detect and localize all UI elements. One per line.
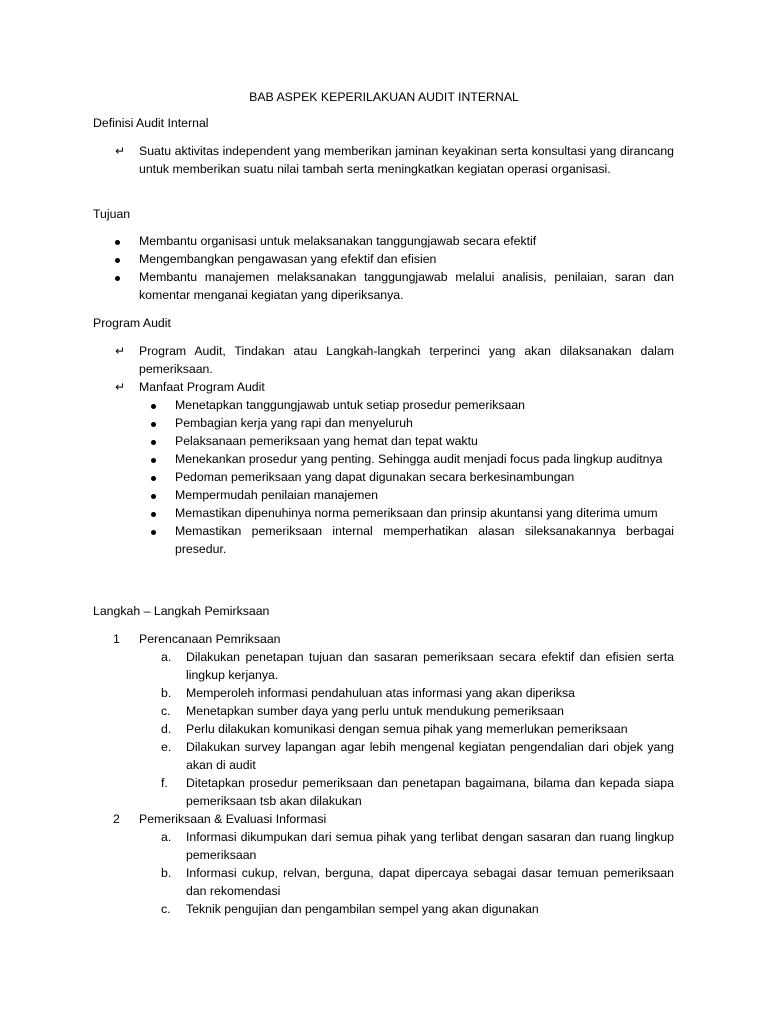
list-item <box>93 432 674 450</box>
step-label: Pemeriksaan & Evaluasi Informasi <box>139 812 327 826</box>
step-item <box>93 810 674 828</box>
list-item <box>93 738 674 774</box>
bullet-icon <box>151 530 156 535</box>
heading-definisi: Definisi Audit Internal <box>93 116 209 130</box>
list-item <box>93 486 674 504</box>
list-item-text: Menetapkan sumber daya yang perlu untuk mendukung pemeriksaan <box>186 704 565 718</box>
list-letter: b. <box>161 866 172 880</box>
list-item <box>93 414 674 432</box>
list-item <box>93 396 674 414</box>
arrow-bullet-icon: ↵ <box>115 344 126 358</box>
list-item <box>93 250 674 268</box>
list-item <box>93 900 674 918</box>
list-item-text: Mengembangkan pengawasan yang efektif dan efisien <box>139 252 437 266</box>
list-item-text: Mempermudah penilaian manajemen <box>175 488 379 502</box>
list-letter: e. <box>161 740 172 754</box>
list-item-text: Menetapkan tanggungjawab untuk setiap prosedur pemeriksaan <box>175 398 526 412</box>
list-item-text: Pedoman pemeriksaan yang dapat digunakan secara berkesinambungan <box>175 470 575 484</box>
step-number: 2 <box>113 812 120 826</box>
bullet-icon <box>151 494 156 499</box>
bullet-icon <box>115 258 120 263</box>
heading-langkah: Langkah – Langkah Pemirksaan <box>93 604 270 618</box>
list-item <box>93 450 674 468</box>
list-item <box>93 522 674 558</box>
list-item-text: Program Audit, Tindakan atau Langkah-langkah terperinci yang akan dilaksanakan dalam pemeriksaan. <box>139 344 674 376</box>
list-letter: f. <box>161 776 168 790</box>
list-item <box>93 774 674 810</box>
list-item <box>93 648 674 684</box>
list-item-text: Manfaat Program Audit <box>139 380 265 394</box>
list-item-text: Membantu organisasi untuk melaksanakan tanggungjawab secara efektif <box>139 234 537 248</box>
list-item-text: Memperoleh informasi pendahuluan atas informasi yang akan diperiksa <box>186 686 575 700</box>
definisi-text: Suatu aktivitas independent yang memberikan jaminan keyakinan serta konsultasi yang dirancang untuk memberikan suatu nilai tambah serta meningkatkan kegiatan operasi organisasi. <box>139 144 674 176</box>
list-item-text: Menekankan prosedur yang penting. Sehingga audit menjadi focus pada lingkup auditnya <box>175 452 663 466</box>
list-item <box>93 864 674 900</box>
list-letter: a. <box>161 650 172 664</box>
bullet-icon <box>151 404 156 409</box>
bullet-icon <box>151 440 156 445</box>
list-item <box>93 702 674 720</box>
tujuan-list <box>93 232 674 304</box>
list-item-text: Dilakukan survey lapangan agar lebih mengenal kegiatan pengendalian dari objek yang akan di audit <box>186 740 674 772</box>
list-item <box>93 342 674 378</box>
list-item <box>93 378 674 396</box>
arrow-bullet-icon: ↵ <box>115 144 126 158</box>
list-item-text: Membantu manajemen melaksanakan tanggungjawab melalui analisis, penilaian, saran dan komentar menganai kegiatan yang diperiksanya. <box>139 270 674 302</box>
list-item-text: Dilakukan penetapan tujuan dan sasaran pemeriksaan secara efektif dan efisien serta lingkup kerjanya. <box>186 650 674 682</box>
step-number: 1 <box>113 632 120 646</box>
bullet-icon <box>151 458 156 463</box>
list-item <box>93 468 674 486</box>
bullet-icon <box>151 512 156 517</box>
list-item-text: Ditetapkan prosedur pemeriksaan dan penetapan bagaimana, bilama dan kepada siapa pemeriksaan tsb akan dilakukan <box>186 776 674 808</box>
bullet-icon <box>115 276 120 281</box>
list-item <box>93 268 674 304</box>
list-item <box>93 684 674 702</box>
list-letter: c. <box>161 902 171 916</box>
bullet-icon <box>151 422 156 427</box>
bullet-icon <box>115 240 120 245</box>
list-letter: c. <box>161 704 171 718</box>
heading-program-audit: Program Audit <box>93 316 171 330</box>
program-list <box>93 342 674 558</box>
list-item-text: Teknik pengujian dan pengambilan sempel yang akan digunakan <box>186 902 539 916</box>
definisi-item <box>93 142 674 178</box>
list-item-text: Memastikan pemeriksaan internal memperhatikan alasan sileksanakannya berbagai presedur. <box>175 524 674 556</box>
step-label: Perencanaan Pemriksaan <box>139 632 281 646</box>
list-item <box>93 828 674 864</box>
list-item <box>93 504 674 522</box>
list-item-text: Pelaksanaan pemeriksaan yang hemat dan tepat waktu <box>175 434 478 448</box>
list-letter: a. <box>161 830 172 844</box>
list-item-text: Pembagian kerja yang rapi dan menyeluruh <box>175 416 413 430</box>
list-item-text: Perlu dilakukan komunikasi dengan semua pihak yang memerlukan pemeriksaan <box>186 722 628 736</box>
step-item <box>93 630 674 648</box>
list-letter: b. <box>161 686 172 700</box>
manfaat-list <box>93 396 674 558</box>
list-item <box>93 720 674 738</box>
list-item <box>93 232 674 250</box>
list-letter: d. <box>161 722 172 736</box>
list-item-text: Informasi cukup, relvan, berguna, dapat dipercaya sebagai dasar temuan pemeriksaan dan rekomendasi <box>186 866 674 898</box>
arrow-bullet-icon: ↵ <box>115 380 126 394</box>
langkah-list <box>93 630 674 918</box>
definisi-block <box>93 142 674 178</box>
list-item-text: Memastikan dipenuhinya norma pemeriksaan dan prinsip akuntansi yang diterima umum <box>175 506 658 520</box>
heading-tujuan: Tujuan <box>93 207 131 221</box>
document-title: BAB ASPEK KEPERILAKUAN AUDIT INTERNAL <box>249 90 519 104</box>
bullet-icon <box>151 476 156 481</box>
list-item-text: Informasi dikumpukan dari semua pihak yang terlibat dengan sasaran dan ruang lingkup pemeriksaan <box>186 830 674 862</box>
